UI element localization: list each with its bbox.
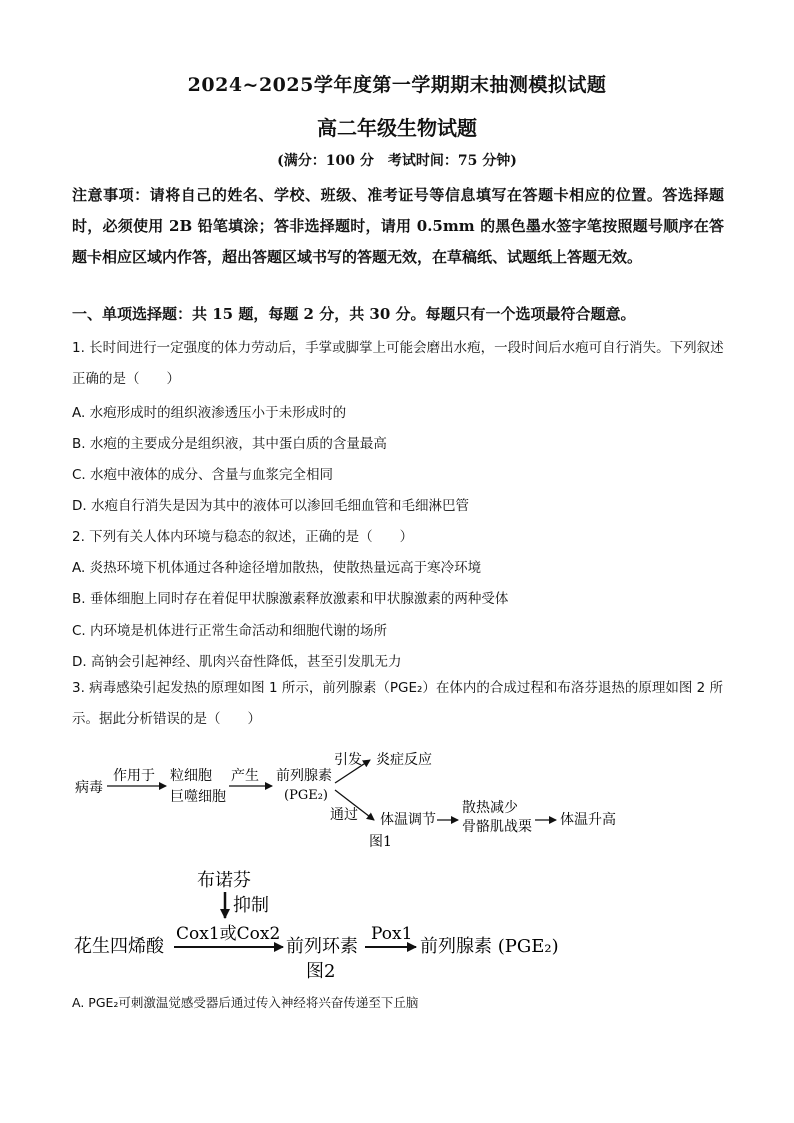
fig2-substrate: 花生四烯酸 [74,936,164,957]
fig1-caption: 图1 [369,834,392,850]
fig1-trigger: 引发 [334,752,362,768]
fig1-act-on: 作用于 [113,768,155,784]
fig1-pge-line2: (PGE₂) [284,788,328,803]
question-2-option-d: D. 高钠会引起神经、肌肉兴奋性降低，甚至引发肌无力 [72,654,402,670]
fig2-enzyme1: Cox1或Cox2 [176,924,281,944]
fig1-pge-line1: 前列腺素 [276,768,332,784]
fig1-via: 通过 [330,807,358,823]
question-2-stem: 2. 下列有关人体内环境与稳态的叙述，正确的是（ ） [72,529,414,545]
fig1-effect-line2: 骨骼肌战栗 [462,819,532,835]
question-2-option-a: A. 炎热环境下机体通过各种途径增加散热，使散热量远高于寒冷环境 [72,560,482,576]
fig1-cells-line1: 粒细胞 [170,768,212,784]
question-1-option-a: A. 水疱形成时的组织液渗透压小于未形成时的 [72,405,347,421]
fig2-product: 前列腺素 (PGE₂) [420,936,559,957]
fig1-virus: 病毒 [75,780,103,796]
fig1-cells-line2: 巨噬细胞 [170,789,226,805]
question-1-stem: 1. 长时间进行一定强度的体力劳动后，手掌或脚掌上可能会磨出水疱，一段时间后水疱可自行消失。下列叙述正确的是（ ） [72,340,724,387]
question-2-option-b: B. 垂体细胞上同时存在着促甲状腺激素释放激素和甲状腺激素的两种受体 [72,591,509,607]
fig1-produce: 产生 [231,768,259,784]
exam-notice: 注意事项：请将自己的姓名、学校、班级、准考证号等信息填写在答题卡相应的位置。答选择题时，必须使用 2B 铅笔填涂；答非选择题时，请用 0.5mm 的黑色墨水签字笔按照题号顺序在答题卡相应区域内作答，超出答题区域书写的答题无效，在草稿纸、试题纸上答题无效。 [72,186,724,266]
fig2-ibuprofen: 布诺芬 [197,870,251,891]
fig2-inhibit: 抑制 [233,895,269,916]
question-1-option-b: B. 水疱的主要成分是组织液，其中蛋白质的含量最高 [72,436,387,452]
fig2-enzyme2: Pox1 [371,924,413,944]
fig2-caption: 图2 [306,961,336,982]
exam-title: 2024~2025学年度第一学期期末抽测模拟试题 [187,74,607,96]
fig1-temp-reg: 体温调节 [380,812,436,828]
question-1-option-c: C. 水疱中液体的成分、含量与血浆完全相同 [72,467,334,483]
figure-2-diagram [0,862,794,990]
fig1-effect-line1: 散热减少 [462,800,518,816]
question-3-stem: 3. 病毒感染引起发热的原理如图 1 所示，前列腺素（PGE₂）在体内的合成过程和布洛芬退热的原理如图 2 所示。据此分析错误的是（ ） [72,680,724,727]
question-2-option-c: C. 内环境是机体进行正常生命活动和细胞代谢的场所 [72,623,388,639]
section-title: 一、单项选择题：共 15 题，每题 2 分，共 30 分。每题只有一个选项最符合题意。 [72,305,636,323]
question-1-option-d: D. 水疱自行消失是因为其中的液体可以渗回毛细血管和毛细淋巴管 [72,498,469,514]
exam-subtitle: 高二年级生物试题 [317,116,477,140]
figure-1-diagram [0,740,794,850]
exam-meta: (满分：100 分 考试时间：75 分钟) [277,153,517,169]
fig1-inflammation: 炎症反应 [376,752,432,768]
question-3-option-a: A. PGE₂可刺激温觉感受器后通过传入神经将兴奋传递至下丘脑 [72,995,419,1010]
fig1-temp-rise: 体温升高 [560,812,616,828]
fig2-intermediate: 前列环素 [286,936,358,957]
